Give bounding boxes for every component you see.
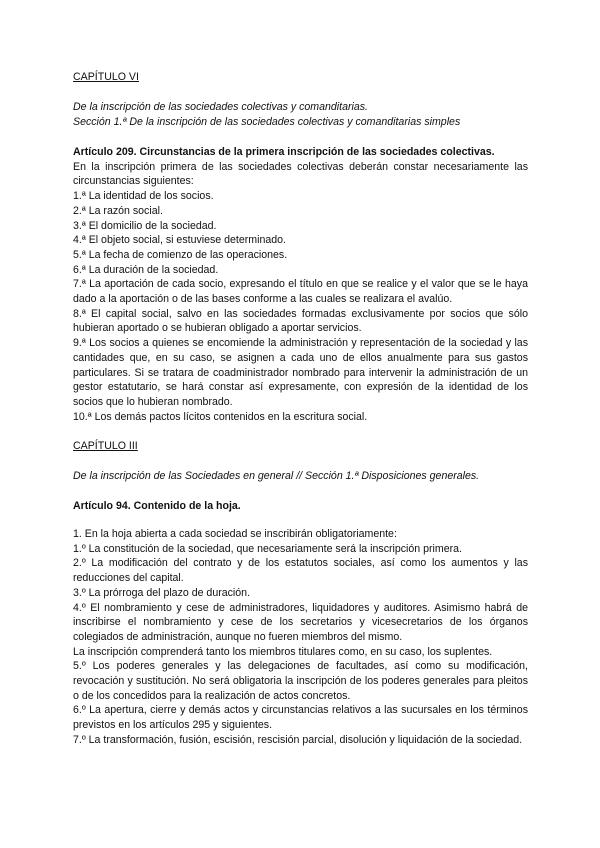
- article-94-item: 7.º La transformación, fusión, escisión, rescisión parcial, disolución y liquidación de la sociedad.: [73, 733, 523, 746]
- article-209-item: 5.ª La fecha de comienzo de las operaciones.: [73, 248, 288, 261]
- article-209-item: 1.ª La identidad de los socios.: [73, 190, 214, 203]
- article-94-item: La inscripción comprenderá tanto los miembros titulares como, en su caso, los suplentes.: [73, 645, 493, 658]
- article-94-item: 2.º La modificación del contrato y de los estatutos sociales, así como los aumentos y las reducciones del capital.: [73, 557, 528, 585]
- article-94-item: 4.º El nombramiento y cese de administradores, liquidadores y auditores. Asimismo habrá de inscribirse el nombramiento y cese de los secretarios y vicesecretarios de los órganos colegiados de administración, aunque no fueren miembros del mismo.: [73, 601, 528, 643]
- article-94-item: 3.º La prórroga del plazo de duración.: [73, 586, 251, 599]
- article-94-title: Artículo 94. Contenido de la hoja.: [73, 500, 241, 512]
- article-94-item: 5.º Los poderes generales y las delegaciones de facultades, así como su modificación, revocación y sustitución. No será obligatoria la inscripción de los poderes generales para pleitos o de los concedidos para la realización de actos concretos.: [73, 660, 528, 702]
- chapter-vi-subtitle: De la inscripción de las sociedades colectivas y comanditarias.: [73, 101, 369, 113]
- chapter-iii-subtitle: De la inscripción de las Sociedades en general // Sección 1.ª Disposiciones generales.: [73, 470, 480, 482]
- article-209-item: 2.ª La razón social.: [73, 204, 163, 217]
- chapter-iii-heading: CAPÍTULO III: [73, 440, 138, 452]
- article-209-item: 8.ª El capital social, salvo en las sociedades formadas exclusivamente por socios que sólo hubieran aportado o se hubieran obligado a aportar servicios.: [73, 307, 528, 335]
- article-94-item: 1.º La constitución de la sociedad, que necesariamente será la inscripción primera.: [73, 542, 462, 555]
- article-209-title: Artículo 209. Circunstancias de la primera inscripción de las sociedades colectivas.: [73, 146, 495, 158]
- article-209-intro: En la inscripción primera de las sociedades colectivas deberán constar necesariamente las circunstancias siguientes:: [73, 160, 528, 188]
- article-94-item: 6.º La apertura, cierre y demás actos y circunstancias relativos a las sucursales en los términos previstos en los artículos 295 y siguientes.: [73, 704, 528, 732]
- article-94-body: [73, 527, 528, 748]
- article-209-item: 3.ª El domicilio de la sociedad.: [73, 219, 217, 232]
- article-209-item: 4.ª El objeto social, si estuviese determinado.: [73, 234, 286, 247]
- chapter-vi-heading: CAPÍTULO VI: [73, 71, 139, 83]
- article-209: [73, 145, 528, 424]
- article-209-item: 10.ª Los demás pactos lícitos contenidos en la escritura social.: [73, 410, 368, 423]
- section-1-subtitle: Sección 1.ª De la inscripción de las sociedades colectivas y comanditarias simples: [73, 116, 461, 128]
- article-209-item: 9.ª Los socios a quienes se encomiende la administración y representación de la sociedad y las cantidades que, en su caso, se asignen a cada uno de ellos anualmente para sus gastos particulares. Si se tratara de coadministrador nombrado para intervenir la administración de un gestor estatutario, se hará constar así expresamente, con expresión de la identidad de los socios que lo hubieran nombrado.: [73, 337, 528, 408]
- article-209-item: 6.ª La duración de la sociedad.: [73, 263, 219, 276]
- article-209-item: 7.ª La aportación de cada socio, expresando el título en que se realice y el valor que se le haya dado a la aportación o de las bases conforme a las cuales se realizara el avalúo.: [73, 278, 528, 306]
- article-94-intro: 1. En la hoja abierta a cada sociedad se inscribirán obligatoriamente:: [73, 528, 397, 540]
